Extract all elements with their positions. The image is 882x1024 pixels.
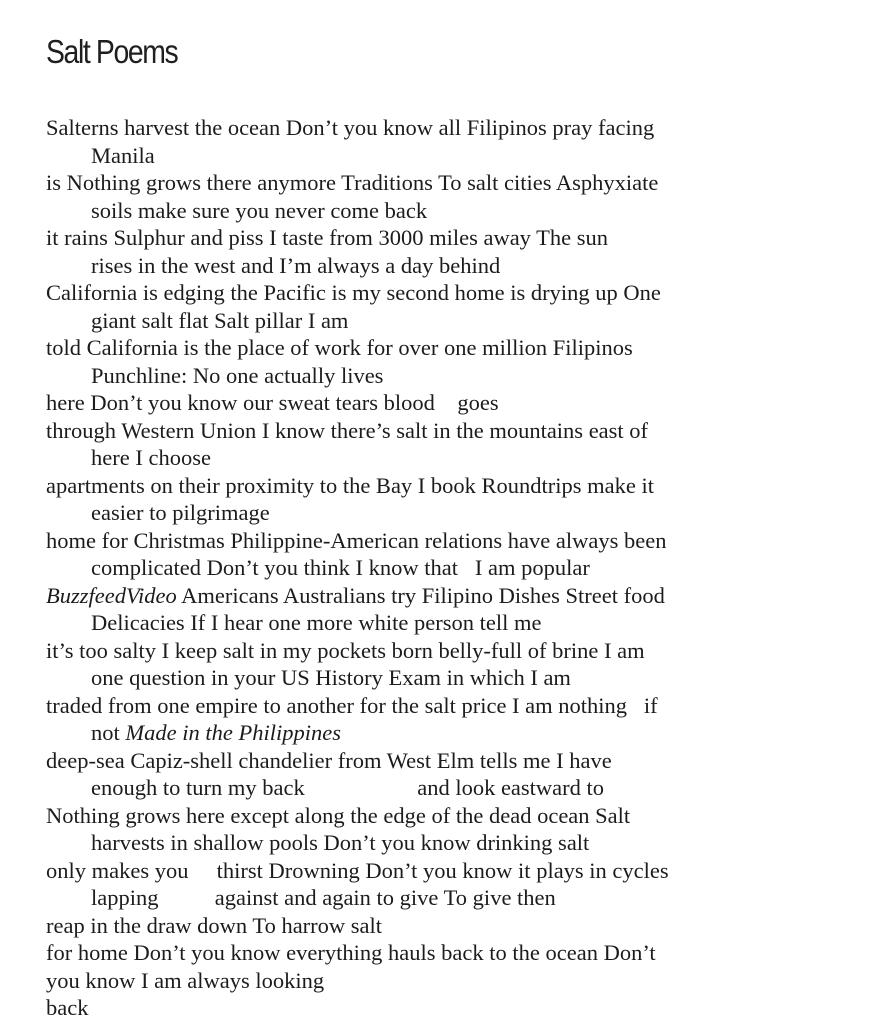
poem-line: for home Don’t you know everything hauls back to the ocean Don’t	[46, 940, 656, 965]
poem-line: giant salt flat Salt pillar I am	[91, 307, 349, 333]
poem-line: soils make sure you never come back	[91, 197, 428, 223]
poem-line	[46, 582, 866, 610]
poem-line: one question in your US History Exam in which I am	[91, 665, 571, 690]
poem-line: Nothing grows here except along the edge of the dead ocean Salt	[46, 802, 631, 828]
poem-line: easier to pilgrimage	[91, 500, 270, 525]
poem-line: Salterns harvest the ocean Don’t you know all Filipinos pray facing	[46, 115, 655, 140]
poem-line: Manila	[91, 142, 155, 168]
poem-line: back	[46, 995, 89, 1020]
poem-line: California is edging the Pacific is my second home is drying up One	[46, 280, 661, 305]
poem-line: Delicacies If I hear one more white person tell me	[91, 610, 542, 635]
italic-phrase: Made in the Philippines	[125, 720, 341, 745]
poem-line: apartments on their proximity to the Bay I book Roundtrips make it	[46, 472, 655, 498]
poem-line: reap in the draw down To harrow salt	[46, 912, 383, 938]
poem-line: harvests in shallow pools Don’t you know drinking salt	[91, 830, 590, 855]
poem-line-text: Americans Australians try Filipino Dishes Street food	[176, 582, 665, 608]
italic-title: BuzzfeedVideo	[46, 582, 177, 608]
poem-line: Punchline: No one actually lives	[91, 362, 384, 388]
poem-body	[46, 114, 866, 1022]
poem-line: here I choose	[91, 445, 211, 470]
poem-line	[46, 719, 866, 747]
poem-line: only makes you thirst Drowning Don’t you know it plays in cycles	[46, 857, 669, 883]
poem-line: rises in the west and I’m always a day behind	[91, 252, 501, 278]
poem-line: told California is the place of work for over one million Filipinos	[46, 335, 633, 360]
poem-line: is Nothing grows there anymore Traditions To salt cities Asphyxiate	[46, 170, 659, 195]
poem-line: traded from one empire to another for the salt price I am nothing if	[46, 692, 658, 718]
poem-line: complicated Don’t you think I know that I am popular	[91, 555, 590, 580]
poem-line: you know I am always looking	[46, 967, 325, 993]
poem-line: enough to turn my back and look eastward to	[91, 775, 605, 800]
poem-line: here Don’t you know our sweat tears blood goes	[46, 390, 499, 415]
poem-line: deep-sea Capiz-shell chandelier from West Elm tells me I have	[46, 747, 612, 773]
poem-line: through Western Union I know there’s salt in the mountains east of	[46, 417, 649, 443]
poem-title: Salt Poems	[46, 33, 178, 70]
poem-line: it rains Sulphur and piss I taste from 3000 miles away The sun	[46, 225, 609, 250]
poem-line-text: not	[91, 720, 126, 745]
poem-line: lapping against and again to give To give then	[91, 885, 556, 910]
poem-line: it’s too salty I keep salt in my pockets born belly-full of brine I am	[46, 637, 645, 663]
poem-line: home for Christmas Philippine-American relations have always been	[46, 527, 667, 553]
